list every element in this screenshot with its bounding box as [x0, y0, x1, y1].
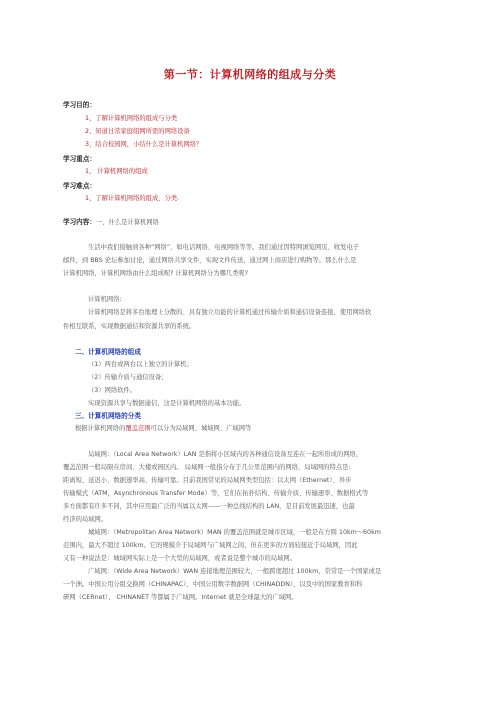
section-heading-classification: 三、计算机网络的分类 — [75, 412, 141, 420]
component-item: （1）两台或两台以上独立的计算机； — [88, 361, 193, 368]
lan-line: 覆盖范围一般局限在房间、大楼或园区内。 局域网一般指分布于几公里范围内的网络，局域网的特点是: — [63, 464, 351, 471]
objective-item: 3、结合校园网，小结什么是计算机网络？ — [85, 141, 203, 148]
content-heading: 学习内容： — [63, 218, 96, 226]
coverage-highlight: 覆盖范围 — [125, 425, 151, 432]
definition-line: 计算机网络是将多台地理上分散的、具有独立功能的计算机通过传输介质和通信设备连接，使用网络软 — [88, 309, 372, 316]
paragraph-line: 计算机网络，计算机网络由什么组成呢? 计算机网络分为哪几类呢? — [63, 270, 248, 277]
man-line: 又有一种说法是：城域网实际上是一个大型的局域网，或者说是整个城市的局域网。 — [63, 555, 296, 562]
content-first-section: 一、什么是计算机网络 — [95, 219, 159, 226]
difficulty-item: 1、了解计算机网络的组成、分类. — [85, 195, 180, 202]
wan-line: 一个洲。中国公用分组交换网（CHINAPAC）、中国公用数字数据网（CHINADDN），以及中的国家教育和科 — [63, 581, 363, 588]
lan-line: 传输模式（ATM，Asynchronous Transfer Mode）等，它们在拓扑结构、传输介质、传输速率、数据格式等 — [63, 490, 369, 497]
lan-line: 局域网：（Local Area Network）LAN 是指将小区域内的各种通信设备互连在一起所形成的网络， — [88, 451, 363, 458]
page-title: 第一节：计算机网络的组成与分类 — [163, 68, 337, 81]
paragraph-line: 邮件，到 BBS 论坛参加讨论，通过网络共享文件，实现文件传送，通过网上商店进行购物等。那么什么是 — [63, 257, 357, 264]
classification-line — [75, 425, 251, 433]
key-heading: 学习重点： — [63, 155, 96, 163]
difficulty-heading: 学习难点： — [63, 182, 96, 190]
component-summary: 实现资源共享与数据通信，这是计算机网络的基本功能。 — [88, 400, 246, 407]
classification-post: 可以分为局域网、城域网、广域网等 — [150, 425, 252, 432]
classification-pre: 根据计算机网络的 — [75, 425, 126, 432]
objective-item: 2、知道日常家庭组网所需的网络设备 — [85, 128, 190, 135]
section-heading-components: 二、计算机网络的组成 — [75, 348, 141, 356]
wan-line: 研网（CERnet）、 CHINANET 等都属于广域网。Internet 就是全球最大的广域网。 — [63, 594, 298, 601]
paragraph-line: 生活中我们接触到各种“网络”，如电话网络、电视网络等等。我们通过因特网浏览网页、收发电子 — [88, 244, 359, 251]
definition-line: 件相互联系，实现数据通信和资源共享的系统。 — [63, 323, 196, 330]
lan-line: 距离短、延迟小、数据速率高、传输可靠。目前我国常见的局域网类型包括：以太网（Ethernet）、异步 — [63, 477, 352, 484]
man-line: 范围内，最大不超过 100km。它的规模介于局域网与广域网之间，但在更多的方面较接近于局域网，因此 — [63, 542, 358, 549]
objective-item: 1、了解计算机网络的组成与分类 — [85, 115, 178, 122]
lan-line: 多方面都有许多不同，其中应用最广泛的当属以太网——一种总线结构的 LAN，是目前发展最迅速，也最 — [63, 503, 355, 510]
component-item: （3）网络软件。 — [88, 387, 137, 394]
objectives-heading: 学习目的： — [63, 101, 96, 109]
lan-line: 经济的局域网。 — [63, 516, 108, 523]
man-line: 城域网：（Metropolitan Area Network）MAN 的覆盖范围就是城市区域，一般是在方圆 10km～60km — [88, 529, 381, 536]
component-item: （2）传输介质与通信设备； — [88, 374, 168, 381]
content-heading-row — [63, 218, 159, 227]
wan-line: 广域网：（Wide Area Network）WAN 连接地理范围较大，一般跨度超过 100km，常常是一个国家或是 — [88, 568, 382, 575]
key-point-item: 1、 计算机网络的组成 — [85, 168, 148, 175]
definition-label: 计算机网络: — [88, 296, 122, 303]
